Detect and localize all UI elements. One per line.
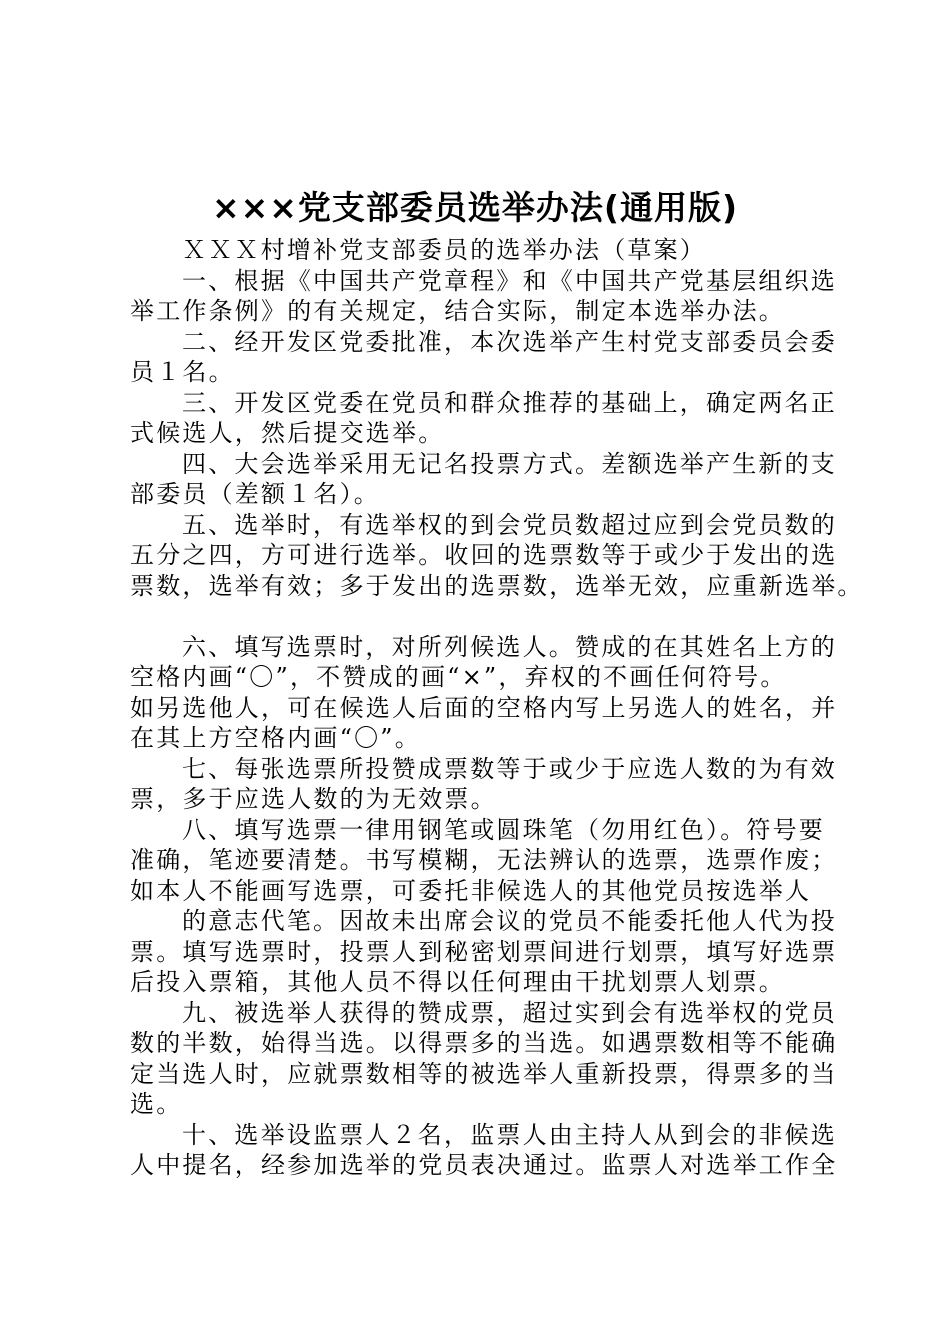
text-line: 式候选人，然后提交选举。 bbox=[130, 419, 445, 447]
text-line: 九、被选举人获得的赞成票，超过实到会有选举权的党员 bbox=[182, 998, 837, 1027]
text-line: 人中提名，经参加选举的党员表决通过。监票人对选举工作全 bbox=[130, 1151, 838, 1179]
text-line: 六、填写选票时，对所列候选人。赞成的在其姓名上方的 bbox=[182, 632, 837, 661]
text-line: 后投入票箱，其他人员不得以任何理由干扰划票人划票。 bbox=[130, 968, 785, 996]
text-line: 票数，选举有效；多于发出的选票数，选举无效，应重新选举。 bbox=[130, 571, 864, 600]
text-line: 十、选举设监票人２名，监票人由主持人从到会的非候选 bbox=[182, 1120, 837, 1149]
text-line: 数的半数，始得当选。以得票多的当选。如遇票数相等不能确 bbox=[130, 1029, 838, 1057]
text-line: 三、开发区党委在党员和群众推荐的基础上，确定两名正 bbox=[182, 388, 837, 417]
text-line: 部委员（差额１名）。 bbox=[130, 480, 380, 508]
text-line: 准确，笔迹要清楚。书写模糊，无法辨认的选票，选票作废； bbox=[130, 846, 838, 874]
text-line: 空格内画“〇”，不赞成的画“×”，弃权的不画任何符号。 bbox=[130, 663, 787, 691]
text-line: 员１名。 bbox=[130, 358, 235, 386]
text-line: 举工作条例》的有关规定，结合实际，制定本选举办法。 bbox=[130, 297, 785, 325]
text-line: 票。填写选票时，投票人到秘密划票间进行划票，填写好选票 bbox=[130, 937, 838, 966]
text-line: 定当选人时，应就票数相等的被选举人重新投票，得票多的当 bbox=[130, 1059, 838, 1088]
text-line: 八、填写选票一律用钢笔或圆珠笔（勿用红色）。符号要 bbox=[182, 815, 825, 844]
text-line: 的意志代笔。因故未出席会议的党员不能委托他人代为投 bbox=[182, 907, 837, 935]
blank-line bbox=[130, 601, 850, 632]
text-line: 一、根据《中国共产党章程》和《中国共产党基层组织选 bbox=[182, 266, 837, 295]
document-title: ×××党支部委员选举办法(通用版) bbox=[211, 188, 739, 227]
document-body bbox=[130, 235, 864, 1181]
text-line: 在其上方空格内画“〇”。 bbox=[130, 724, 421, 752]
text-line: ＸＸＸ村增补党支部委员的选举办法（草案） bbox=[182, 236, 706, 264]
text-line: 选。 bbox=[130, 1090, 183, 1118]
text-line: 票，多于应选人数的为无效票。 bbox=[130, 785, 497, 813]
text-line: 二、经开发区党委批准，本次选举产生村党支部委员会委 bbox=[182, 327, 837, 356]
text-line: 如本人不能画写选票，可委托非候选人的其他党员按选举人 bbox=[130, 876, 812, 905]
text-line: 五分之四，方可进行选举。收回的选票数等于或少于发出的选 bbox=[130, 541, 838, 569]
text-line: 如另选他人，可在候选人后面的空格内写上另选人的姓名，并 bbox=[130, 693, 838, 722]
text-line: 五、选举时，有选举权的到会党员数超过应到会党员数的 bbox=[182, 510, 837, 539]
text-line: 四、大会选举采用无记名投票方式。差额选举产生新的支 bbox=[182, 449, 837, 478]
text-line: 七、每张选票所投赞成票数等于或少于应选人数的为有效 bbox=[182, 754, 837, 783]
